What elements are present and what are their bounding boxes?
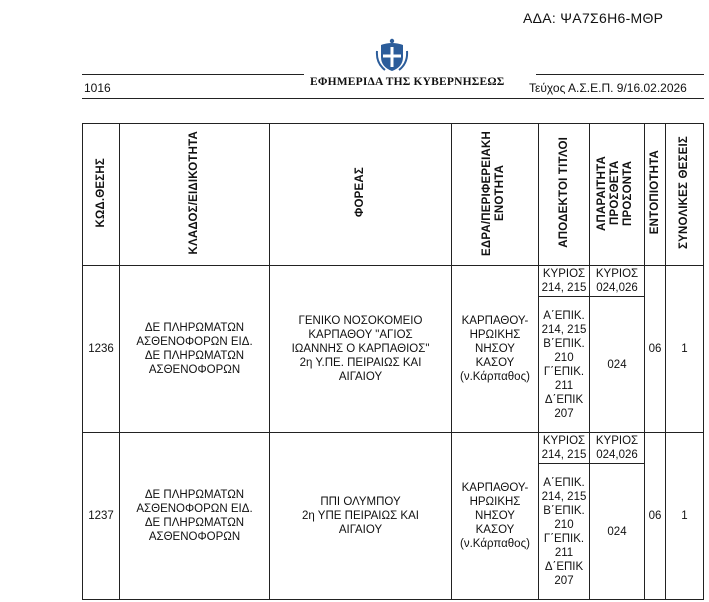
col-header-specialty: ΚΛΑΔΟΣ/ΕΙΔΙΚΟΤΗΤΑ xyxy=(120,124,270,266)
titles-sub-cell xyxy=(539,464,590,600)
text-line: Δ΄ΕΠΙΚ xyxy=(544,393,584,406)
text-line: ΚΑΡΠΑΘΟΥ- xyxy=(461,482,529,494)
text-line: ΚΑΡΠΑΘΟΥ- xyxy=(461,315,529,327)
text-line: Α΄ΕΠΙΚ. xyxy=(543,309,585,322)
text-line: ΑΣΘΕΝΟΦΟΡΩΝ xyxy=(148,531,241,543)
text-line: Δ΄ΕΠΙΚ xyxy=(544,560,584,573)
text-line: 210 xyxy=(554,351,574,364)
specialty-cell xyxy=(120,266,270,433)
agency-cell xyxy=(270,266,452,433)
table-row xyxy=(83,433,704,464)
text-line: (ν.Κάρπαθος) xyxy=(460,371,530,383)
total-cell: 1 xyxy=(666,266,704,433)
quals-main-cell xyxy=(590,433,645,464)
text-line: ΑΣΘΕΝΟΦΟΡΩΝ ΕΙΔ. xyxy=(136,336,253,348)
text-line: 214, 215 xyxy=(541,449,587,461)
text-line: ΔΕ ΠΛΗΡΩΜΑΤΩΝ xyxy=(144,489,245,501)
col-header-total: ΣΥΝΟΛΙΚΕΣ ΘΕΣΕΙΣ xyxy=(666,124,704,266)
positions-table xyxy=(82,123,704,600)
text-line: 210 xyxy=(554,518,574,531)
header-row xyxy=(83,124,704,266)
titles-main-cell xyxy=(539,266,590,297)
col-header-code: ΚΩΔ.ΘΕΣΗΣ xyxy=(83,124,120,266)
text-line: ΚΥΡΙΟΣ xyxy=(595,435,639,447)
page-number: 1016 xyxy=(84,81,111,95)
quals-main-cell xyxy=(590,266,645,297)
col-header-qualifications: ΑΠΑΡΑΙΤΗΤΑ ΠΡΟΣΘΕΤΑ ΠΡΟΣΟΝΤΑ xyxy=(590,124,645,266)
ada-code: ΑΔΑ: ΨΑ7Σ6Η6-ΜΘΡ xyxy=(523,10,664,26)
quals-sub-cell: 024 xyxy=(590,464,645,600)
text-line: ΔΕ ΠΛΗΡΩΜΑΤΩΝ xyxy=(144,322,245,334)
text-line: 211 xyxy=(554,546,574,559)
text-line: ΚΥΡΙΟΣ xyxy=(542,268,586,280)
text-line: 214, 215 xyxy=(541,282,587,294)
seat-cell xyxy=(452,266,539,433)
titles-main-cell xyxy=(539,433,590,464)
text-line: ΚΑΣΟΥ xyxy=(475,524,515,536)
table-row xyxy=(83,266,704,297)
text-line: ΑΙΓΑΙΟΥ xyxy=(338,371,383,383)
titles-sub-cell xyxy=(539,297,590,433)
text-line: 211 xyxy=(554,379,574,392)
text-line: ΚΑΣΟΥ xyxy=(475,357,515,369)
text-line: ΙΩΑΝΝΗΣ Ο ΚΑΡΠΑΘΙΟΣ" xyxy=(291,343,430,355)
col-header-agency: ΦΟΡΕΑΣ xyxy=(270,124,452,266)
text-line: 024,026 xyxy=(596,282,638,294)
text-line: 2η ΥΠΕ ΠΕΙΡΑΙΩΣ ΚΑΙ xyxy=(302,510,419,522)
text-line: ΔΕ ΠΛΗΡΩΜΑΤΩΝ xyxy=(144,517,245,529)
text-line: 214, 215 xyxy=(541,323,587,336)
issue-reference: Τεύχος Α.Σ.Ε.Π. 9/16.02.2026 xyxy=(529,81,687,95)
text-line: ΚΑΡΠΑΘΟΥ "ΑΓΙΟΣ xyxy=(308,329,413,341)
text-line: ΓΕΝΙΚΟ ΝΟΣΟΚΟΜΕΙΟ xyxy=(298,315,423,327)
text-line: (ν.Κάρπαθος) xyxy=(460,538,530,550)
text-line: ΑΣΘΕΝΟΦΟΡΩΝ xyxy=(148,364,241,376)
text-line: Γ΄ΕΠΙΚ. xyxy=(543,365,585,378)
total-cell: 1 xyxy=(666,433,704,600)
col-header-seat: ΕΔΡΑ/ΠΕΡΙΦΕΡΕΙΑΚΗ ΕΝΟΤΗΤΑ xyxy=(452,124,539,266)
header-rule-right xyxy=(536,74,704,75)
greek-coat-of-arms-icon xyxy=(375,37,409,73)
text-line: 207 xyxy=(554,574,574,587)
text-line: ΚΥΡΙΟΣ xyxy=(542,435,586,447)
col-header-locality: ΕΝΤΟΠΙΟΤΗΤΑ xyxy=(645,124,666,266)
text-line: ΗΡΩΙΚΗΣ xyxy=(469,496,521,508)
text-line: Β΄ΕΠΙΚ. xyxy=(543,337,585,350)
agency-cell xyxy=(270,433,452,600)
locality-cell: 06 xyxy=(645,266,666,433)
gazette-title: ΕΦΗΜΕΡΙΔΑ ΤΗΣ ΚΥΒΕΡΝΗΣΕΩΣ xyxy=(310,76,505,88)
text-line: ΚΥΡΙΟΣ xyxy=(595,268,639,280)
text-line: ΗΡΩΙΚΗΣ xyxy=(469,329,521,341)
text-line: ΠΠΙ ΟΛΥΜΠΟΥ xyxy=(320,496,401,508)
text-line: ΝΗΣΟΥ xyxy=(475,343,515,355)
text-line: 214, 215 xyxy=(541,490,587,503)
text-line: Β΄ΕΠΙΚ. xyxy=(543,504,585,517)
position-code: 1236 xyxy=(83,266,120,433)
text-line: ΑΣΘΕΝΟΦΟΡΩΝ ΕΙΔ. xyxy=(136,503,253,515)
header-rule-left xyxy=(82,74,304,75)
text-line: 024,026 xyxy=(596,449,638,461)
header-rule-bottom xyxy=(82,98,704,99)
seat-cell xyxy=(452,433,539,600)
text-line: Γ΄ΕΠΙΚ. xyxy=(543,532,585,545)
text-line: ΝΗΣΟΥ xyxy=(475,510,515,522)
text-line: Α΄ΕΠΙΚ. xyxy=(543,476,585,489)
text-line: 207 xyxy=(554,407,574,420)
position-code: 1237 xyxy=(83,433,120,600)
text-line: ΔΕ ΠΛΗΡΩΜΑΤΩΝ xyxy=(144,350,245,362)
locality-cell: 06 xyxy=(645,433,666,600)
col-header-titles: ΑΠΟΔΕΚΤΟΙ ΤΙΤΛΟΙ xyxy=(539,124,590,266)
text-line: ΑΙΓΑΙΟΥ xyxy=(338,524,383,536)
quals-sub-cell: 024 xyxy=(590,297,645,433)
specialty-cell xyxy=(120,433,270,600)
text-line: 2η Υ.ΠΕ. ΠΕΙΡΑΙΩΣ ΚΑΙ xyxy=(299,357,422,369)
